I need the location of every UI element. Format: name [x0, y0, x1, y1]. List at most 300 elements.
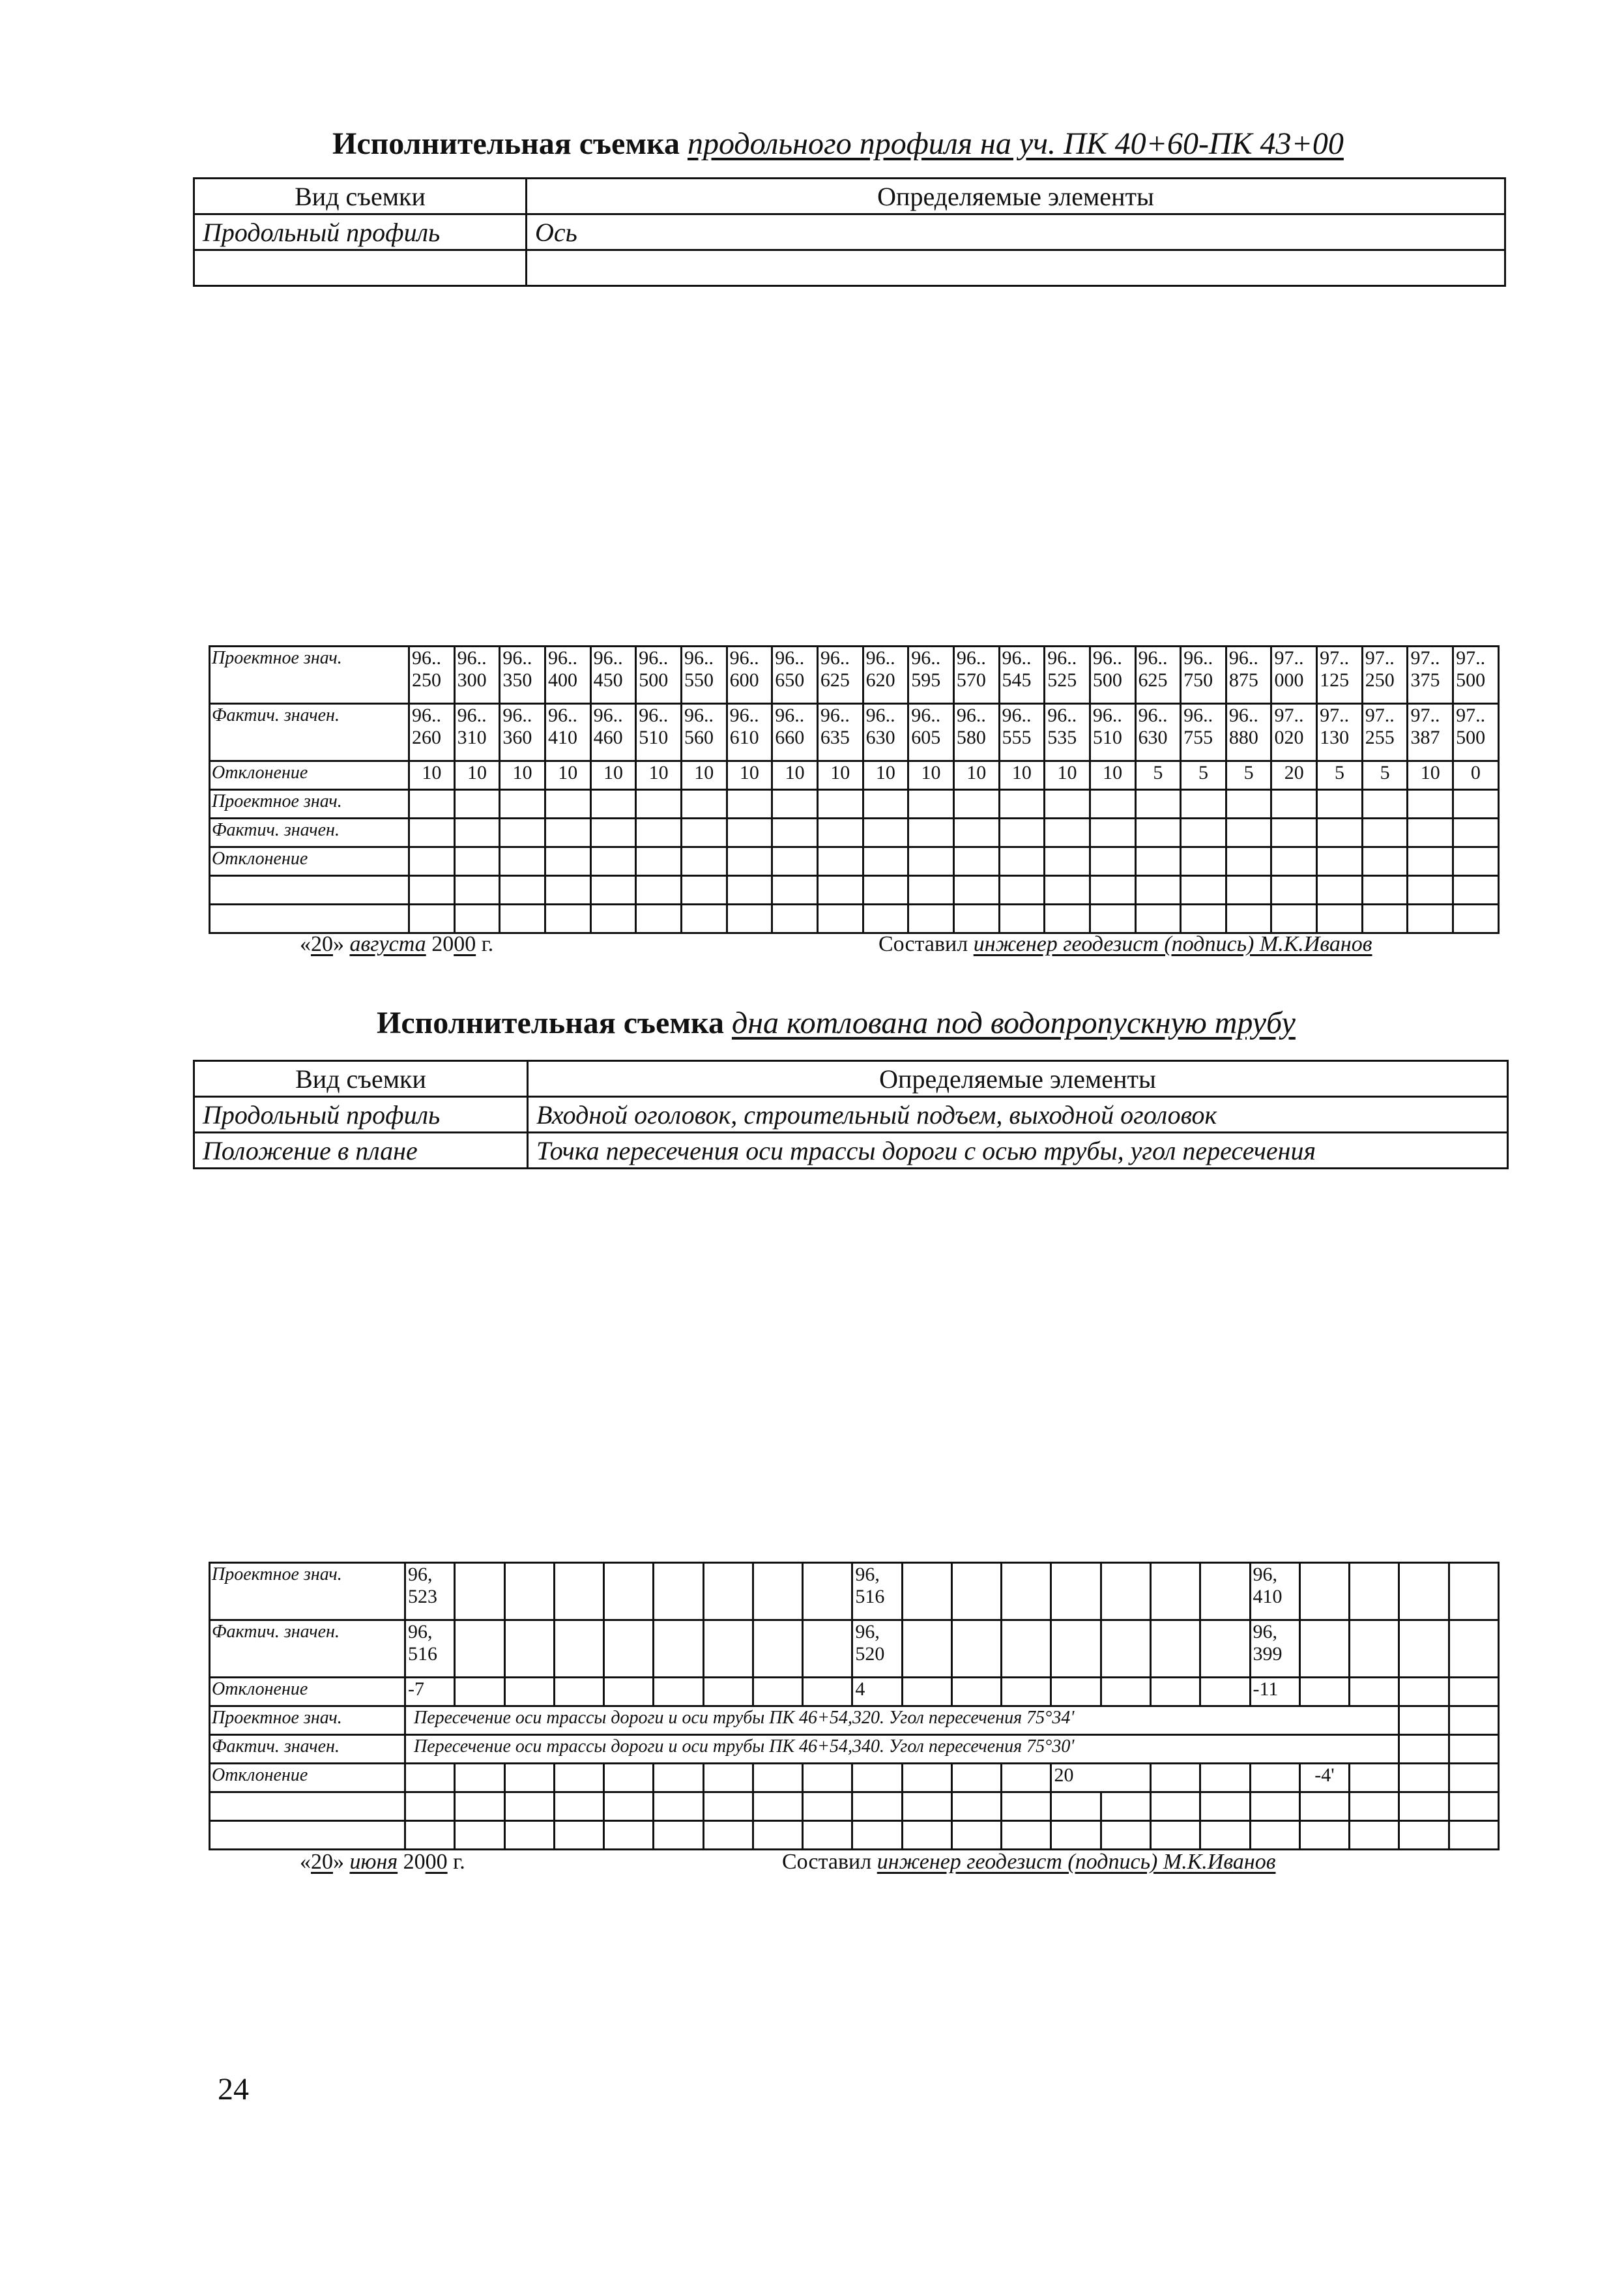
empty-cell	[654, 1678, 703, 1706]
empty-cell	[604, 1792, 654, 1821]
s1-empty-label	[210, 905, 409, 933]
empty-cell	[504, 1620, 554, 1678]
empty-cell	[908, 819, 954, 847]
empty-cell	[681, 876, 727, 905]
project-value-cell: 96.. 570	[953, 647, 999, 704]
deviation-value-cell: 10	[636, 761, 682, 790]
empty-cell	[1453, 847, 1499, 876]
empty-cell	[500, 847, 545, 876]
actual-value-cell: 96.. 360	[500, 704, 545, 761]
empty-cell	[545, 905, 590, 933]
deviation-value-cell: 10	[545, 761, 590, 790]
empty-cell	[454, 905, 500, 933]
actual-value-cell: 96.. 630	[863, 704, 908, 761]
actual-value-cell: 96.. 535	[1045, 704, 1090, 761]
actual-value-cell: 96.. 510	[636, 704, 682, 761]
empty-cell	[863, 790, 908, 819]
empty-cell	[1299, 1792, 1349, 1821]
project-value-cell: 96.. 350	[500, 647, 545, 704]
plan-deviation-value: 20	[1051, 1764, 1151, 1792]
empty-cell	[636, 819, 682, 847]
project-value-cell: 96.. 550	[681, 647, 727, 704]
empty-cell	[1362, 819, 1408, 847]
empty-cell	[999, 905, 1045, 933]
empty-cell	[554, 1792, 603, 1821]
section1-title-subject: продольного профиля на уч. ПК 40+60-ПК 43+00	[687, 126, 1344, 161]
actual-value-cell: 97.. 255	[1362, 704, 1408, 761]
empty-cell	[654, 1792, 703, 1821]
project-value-cell: 96.. 545	[999, 647, 1045, 704]
empty-cell	[803, 1678, 852, 1706]
project-value-cell: 96.. 625	[1135, 647, 1181, 704]
empty-cell	[1317, 790, 1363, 819]
empty-cell	[817, 847, 863, 876]
empty-cell	[504, 1678, 554, 1706]
empty-cell	[636, 847, 682, 876]
empty-cell	[753, 1678, 802, 1706]
deviation-value-cell: -7	[405, 1678, 455, 1706]
empty-cell	[703, 1678, 753, 1706]
project-value-cell: 96.. 500	[1090, 647, 1135, 704]
empty-cell	[405, 1764, 455, 1792]
deviation-value-cell: 5	[1362, 761, 1408, 790]
actual-value-cell: 96.. 555	[999, 704, 1045, 761]
empty-cell	[753, 1821, 802, 1850]
actual-value-cell: 96.. 580	[953, 704, 999, 761]
empty-cell	[908, 905, 954, 933]
plan-project-text: Пересечение оси трассы дороги и оси трубы ПК 46+54,320. Угол пересечения 75°34'	[405, 1706, 1399, 1735]
empty-cell	[636, 905, 682, 933]
empty-cell	[1350, 1764, 1399, 1792]
project-value-cell: 96.. 300	[454, 647, 500, 704]
empty-cell	[999, 876, 1045, 905]
composed-signature: инженер геодезист (подпись) М.К.Иванов	[877, 1850, 1276, 1874]
empty-cell	[753, 1563, 802, 1620]
empty-cell	[703, 1563, 753, 1620]
actual-value-cell: 97.. 500	[1453, 704, 1499, 761]
actual-value-cell: 96.. 635	[817, 704, 863, 761]
deviation-value-cell: 10	[1408, 761, 1453, 790]
empty-cell	[727, 819, 772, 847]
empty-cell	[1317, 847, 1363, 876]
empty-cell	[1399, 1764, 1449, 1792]
empty-cell	[604, 1563, 654, 1620]
empty-cell	[1317, 876, 1363, 905]
deviation-value-cell: 5	[1317, 761, 1363, 790]
empty-cell	[590, 847, 636, 876]
project-value-cell: 97.. 250	[1362, 647, 1408, 704]
empty-cell	[908, 790, 954, 819]
empty-cell	[1150, 1563, 1200, 1620]
empty-cell	[727, 876, 772, 905]
actual-value-cell: 97.. 130	[1317, 704, 1363, 761]
empty-cell	[1150, 1821, 1200, 1850]
project-value-cell: 96.. 450	[590, 647, 636, 704]
date-quote: «	[300, 1850, 311, 1874]
section2-title-bold: Исполнительная съемка	[377, 1006, 724, 1040]
date-quote: »	[333, 1850, 350, 1874]
empty-cell	[863, 847, 908, 876]
empty-cell	[1002, 1620, 1051, 1678]
actual-value-cell: 96.. 310	[454, 704, 500, 761]
empty-cell	[1002, 1563, 1051, 1620]
empty-cell	[1200, 1792, 1250, 1821]
empty-cell	[1051, 1678, 1101, 1706]
empty-cell	[604, 1821, 654, 1850]
empty-cell	[554, 1563, 603, 1620]
empty-cell	[681, 819, 727, 847]
empty-cell	[1002, 1821, 1051, 1850]
deviation-value-cell: -11	[1250, 1678, 1299, 1706]
empty-cell	[1181, 905, 1226, 933]
actual-value-cell: 96.. 460	[590, 704, 636, 761]
empty-cell	[951, 1620, 1001, 1678]
empty-cell	[1226, 819, 1271, 847]
empty-cell	[590, 819, 636, 847]
empty-cell	[455, 1620, 504, 1678]
composed-label: Составил	[782, 1850, 877, 1874]
empty-cell	[1181, 847, 1226, 876]
empty-cell	[454, 819, 500, 847]
deviation-value-cell: 10	[409, 761, 455, 790]
empty-cell	[454, 790, 500, 819]
empty-cell	[908, 847, 954, 876]
section2-values-table	[209, 1562, 1500, 1850]
project-value-cell: 96.. 875	[1226, 647, 1271, 704]
empty-cell	[1090, 790, 1135, 819]
empty-cell	[1399, 1620, 1449, 1678]
empty-cell	[1226, 847, 1271, 876]
date-year-unit: г.	[447, 1850, 465, 1874]
empty-cell	[902, 1764, 951, 1792]
empty-cell	[1051, 1620, 1101, 1678]
empty-cell	[500, 819, 545, 847]
empty-cell	[545, 819, 590, 847]
project-value-cell: 96.. 500	[636, 647, 682, 704]
empty-cell	[1200, 1678, 1250, 1706]
empty-cell	[504, 1764, 554, 1792]
empty-cell	[500, 905, 545, 933]
empty-cell	[1002, 1678, 1051, 1706]
empty-cell	[1101, 1678, 1150, 1706]
empty-cell	[554, 1821, 603, 1850]
deviation-value-cell: 5	[1135, 761, 1181, 790]
empty-cell	[999, 847, 1045, 876]
empty-cell	[590, 905, 636, 933]
empty-cell	[727, 905, 772, 933]
empty-cell	[703, 1620, 753, 1678]
empty-cell	[772, 876, 818, 905]
s1-label-actual: Фактич. значен.	[210, 704, 409, 761]
deviation-value-cell: 4	[852, 1678, 902, 1706]
empty-cell	[1150, 1764, 1200, 1792]
empty-cell	[852, 1792, 902, 1821]
deviation-value-cell: 0	[1453, 761, 1499, 790]
empty-cell	[1399, 1563, 1449, 1620]
empty-cell	[1453, 819, 1499, 847]
date-month: августа	[349, 932, 426, 956]
s1-label-project: Проектное знач.	[210, 647, 409, 704]
section1-title	[332, 126, 1344, 162]
empty-cell	[1449, 1706, 1498, 1735]
deviation-value-cell: 10	[500, 761, 545, 790]
empty-cell	[554, 1620, 603, 1678]
empty-cell	[1051, 1563, 1101, 1620]
empty-cell	[902, 1821, 951, 1850]
empty-cell	[803, 1563, 852, 1620]
date-year-suffix: 00	[454, 932, 476, 956]
deviation-value-cell: 10	[863, 761, 908, 790]
empty-cell	[1226, 905, 1271, 933]
project-value-cell: 96, 410	[1250, 1563, 1299, 1620]
empty-cell	[999, 819, 1045, 847]
s1-hdr-empty-1	[194, 250, 527, 286]
section1-title-bold: Исполнительная съемка	[332, 126, 680, 161]
empty-cell	[1449, 1792, 1498, 1821]
empty-cell	[554, 1764, 603, 1792]
empty-cell	[1135, 876, 1181, 905]
empty-cell	[817, 876, 863, 905]
section2-footer-date	[300, 1850, 465, 1875]
empty-cell	[863, 876, 908, 905]
deviation-value-cell: 5	[1226, 761, 1271, 790]
empty-cell	[604, 1678, 654, 1706]
section2-header-table	[193, 1060, 1509, 1169]
project-value-cell: 96.. 595	[908, 647, 954, 704]
s1-label-deviation-2: Отклонение	[210, 847, 409, 876]
empty-cell	[1200, 1563, 1250, 1620]
empty-cell	[545, 790, 590, 819]
plan-deviation-angle: -4'	[1299, 1764, 1349, 1792]
empty-cell	[951, 1678, 1001, 1706]
deviation-value-cell: 10	[1045, 761, 1090, 790]
project-value-cell: 96, 516	[852, 1563, 902, 1620]
empty-cell	[1453, 905, 1499, 933]
empty-cell	[1090, 847, 1135, 876]
empty-cell	[1101, 1792, 1150, 1821]
empty-cell	[1002, 1764, 1051, 1792]
empty-cell	[636, 876, 682, 905]
empty-cell	[681, 790, 727, 819]
empty-cell	[1090, 819, 1135, 847]
project-value-cell: 97.. 375	[1408, 647, 1453, 704]
date-month: июня	[349, 1850, 398, 1874]
empty-cell	[409, 905, 455, 933]
s2-empty-label	[210, 1821, 405, 1850]
empty-cell	[409, 847, 455, 876]
empty-cell	[902, 1678, 951, 1706]
empty-cell	[1150, 1620, 1200, 1678]
empty-cell	[703, 1764, 753, 1792]
empty-cell	[852, 1821, 902, 1850]
empty-cell	[1399, 1792, 1449, 1821]
empty-cell	[1271, 905, 1317, 933]
section1-footer-sign	[878, 932, 1372, 957]
empty-cell	[863, 819, 908, 847]
empty-cell	[409, 819, 455, 847]
empty-cell	[772, 905, 818, 933]
composed-label: Составил	[878, 932, 974, 956]
empty-cell	[1250, 1792, 1299, 1821]
actual-value-cell: 97.. 020	[1271, 704, 1317, 761]
empty-cell	[1350, 1563, 1399, 1620]
empty-cell	[1299, 1821, 1349, 1850]
empty-cell	[405, 1821, 455, 1850]
s2-label-project-2: Проектное знач.	[210, 1706, 405, 1735]
actual-value-cell: 96.. 630	[1135, 704, 1181, 761]
s1-hdr-empty-2	[527, 250, 1505, 286]
actual-value-cell: 96.. 410	[545, 704, 590, 761]
section2-title-subject: дна котлована под водопропускную трубу	[731, 1006, 1296, 1040]
empty-cell	[1453, 876, 1499, 905]
s1-hdr-col2: Определяемые элементы	[527, 179, 1505, 214]
date-quote: »	[333, 932, 350, 956]
empty-cell	[1271, 876, 1317, 905]
empty-cell	[902, 1792, 951, 1821]
empty-cell	[1399, 1735, 1449, 1764]
empty-cell	[1090, 876, 1135, 905]
empty-cell	[455, 1792, 504, 1821]
empty-cell	[727, 847, 772, 876]
empty-cell	[1045, 876, 1090, 905]
empty-cell	[1399, 1706, 1449, 1735]
s1-empty-label	[210, 876, 409, 905]
empty-cell	[604, 1620, 654, 1678]
empty-cell	[1449, 1563, 1498, 1620]
empty-cell	[1135, 905, 1181, 933]
empty-cell	[1150, 1792, 1200, 1821]
section1-footer-date	[300, 932, 493, 957]
empty-cell	[604, 1764, 654, 1792]
project-value-cell: 96.. 620	[863, 647, 908, 704]
empty-cell	[654, 1563, 703, 1620]
empty-cell	[1399, 1821, 1449, 1850]
actual-value-cell: 96.. 560	[681, 704, 727, 761]
empty-cell	[817, 790, 863, 819]
empty-cell	[1101, 1620, 1150, 1678]
project-value-cell: 96.. 650	[772, 647, 818, 704]
empty-cell	[803, 1764, 852, 1792]
empty-cell	[1250, 1764, 1299, 1792]
deviation-value-cell: 10	[727, 761, 772, 790]
s2-hdr-row2-col2: Точка пересечения оси трассы дороги с осью трубы, угол пересечения	[528, 1133, 1508, 1169]
empty-cell	[1051, 1792, 1101, 1821]
s2-hdr-col2: Определяемые элементы	[528, 1061, 1508, 1097]
empty-cell	[1299, 1620, 1349, 1678]
empty-cell	[902, 1620, 951, 1678]
empty-cell	[654, 1620, 703, 1678]
empty-cell	[1449, 1821, 1498, 1850]
empty-cell	[1101, 1821, 1150, 1850]
deviation-value-cell: 10	[454, 761, 500, 790]
deviation-value-cell: 10	[772, 761, 818, 790]
empty-cell	[1362, 847, 1408, 876]
empty-cell	[1090, 905, 1135, 933]
s2-hdr-row2-col1: Положение в плане	[194, 1133, 528, 1169]
s1-hdr-row1-col2: Ось	[527, 214, 1505, 250]
empty-cell	[1399, 1678, 1449, 1706]
empty-cell	[1408, 790, 1453, 819]
project-value-cell: 97.. 500	[1453, 647, 1499, 704]
empty-cell	[1200, 1821, 1250, 1850]
empty-cell	[753, 1764, 802, 1792]
empty-cell	[1045, 819, 1090, 847]
actual-value-cell: 96.. 755	[1181, 704, 1226, 761]
date-year: 20	[426, 932, 454, 956]
date-year: 20	[398, 1850, 426, 1874]
s1-hdr-row1-col1: Продольный профиль	[194, 214, 527, 250]
empty-cell	[1045, 847, 1090, 876]
empty-cell	[405, 1792, 455, 1821]
empty-cell	[817, 819, 863, 847]
actual-value-cell: 96.. 880	[1226, 704, 1271, 761]
actual-value-cell: 96, 516	[405, 1620, 455, 1678]
empty-cell	[545, 876, 590, 905]
deviation-value-cell: 10	[953, 761, 999, 790]
s1-label-actual-2: Фактич. значен.	[210, 819, 409, 847]
empty-cell	[455, 1678, 504, 1706]
empty-cell	[1271, 790, 1317, 819]
empty-cell	[1449, 1764, 1498, 1792]
empty-cell	[545, 847, 590, 876]
deviation-value-cell: 5	[1181, 761, 1226, 790]
empty-cell	[953, 847, 999, 876]
date-day: 20	[311, 932, 333, 956]
empty-cell	[1135, 847, 1181, 876]
empty-cell	[454, 876, 500, 905]
empty-cell	[1449, 1678, 1498, 1706]
empty-cell	[863, 905, 908, 933]
actual-value-cell: 96, 520	[852, 1620, 902, 1678]
empty-cell	[951, 1764, 1001, 1792]
project-value-cell: 97.. 000	[1271, 647, 1317, 704]
date-year-suffix: 00	[425, 1850, 448, 1874]
empty-cell	[772, 819, 818, 847]
empty-cell	[753, 1620, 802, 1678]
empty-cell	[455, 1764, 504, 1792]
empty-cell	[1449, 1620, 1498, 1678]
date-day: 20	[311, 1850, 333, 1874]
deviation-value-cell: 10	[1090, 761, 1135, 790]
empty-cell	[1181, 819, 1226, 847]
project-value-cell: 96.. 600	[727, 647, 772, 704]
section1-values-table	[209, 645, 1500, 934]
s2-label-actual: Фактич. значен.	[210, 1620, 405, 1678]
empty-cell	[455, 1563, 504, 1620]
empty-cell	[1271, 847, 1317, 876]
s2-hdr-col1: Вид съемки	[194, 1061, 528, 1097]
s2-label-deviation-2: Отклонение	[210, 1764, 405, 1792]
section2-title	[377, 1005, 1296, 1041]
empty-cell	[803, 1792, 852, 1821]
empty-cell	[1350, 1678, 1399, 1706]
empty-cell	[772, 790, 818, 819]
empty-cell	[951, 1563, 1001, 1620]
empty-cell	[636, 790, 682, 819]
empty-cell	[953, 905, 999, 933]
project-value-cell: 96.. 400	[545, 647, 590, 704]
actual-value-cell: 96.. 260	[409, 704, 455, 761]
section1-header-table	[193, 177, 1506, 287]
empty-cell	[953, 876, 999, 905]
empty-cell	[999, 790, 1045, 819]
empty-cell	[1045, 905, 1090, 933]
project-value-cell: 96.. 750	[1181, 647, 1226, 704]
empty-cell	[1101, 1563, 1150, 1620]
empty-cell	[772, 847, 818, 876]
empty-cell	[902, 1563, 951, 1620]
page-number: 24	[218, 2072, 249, 2107]
